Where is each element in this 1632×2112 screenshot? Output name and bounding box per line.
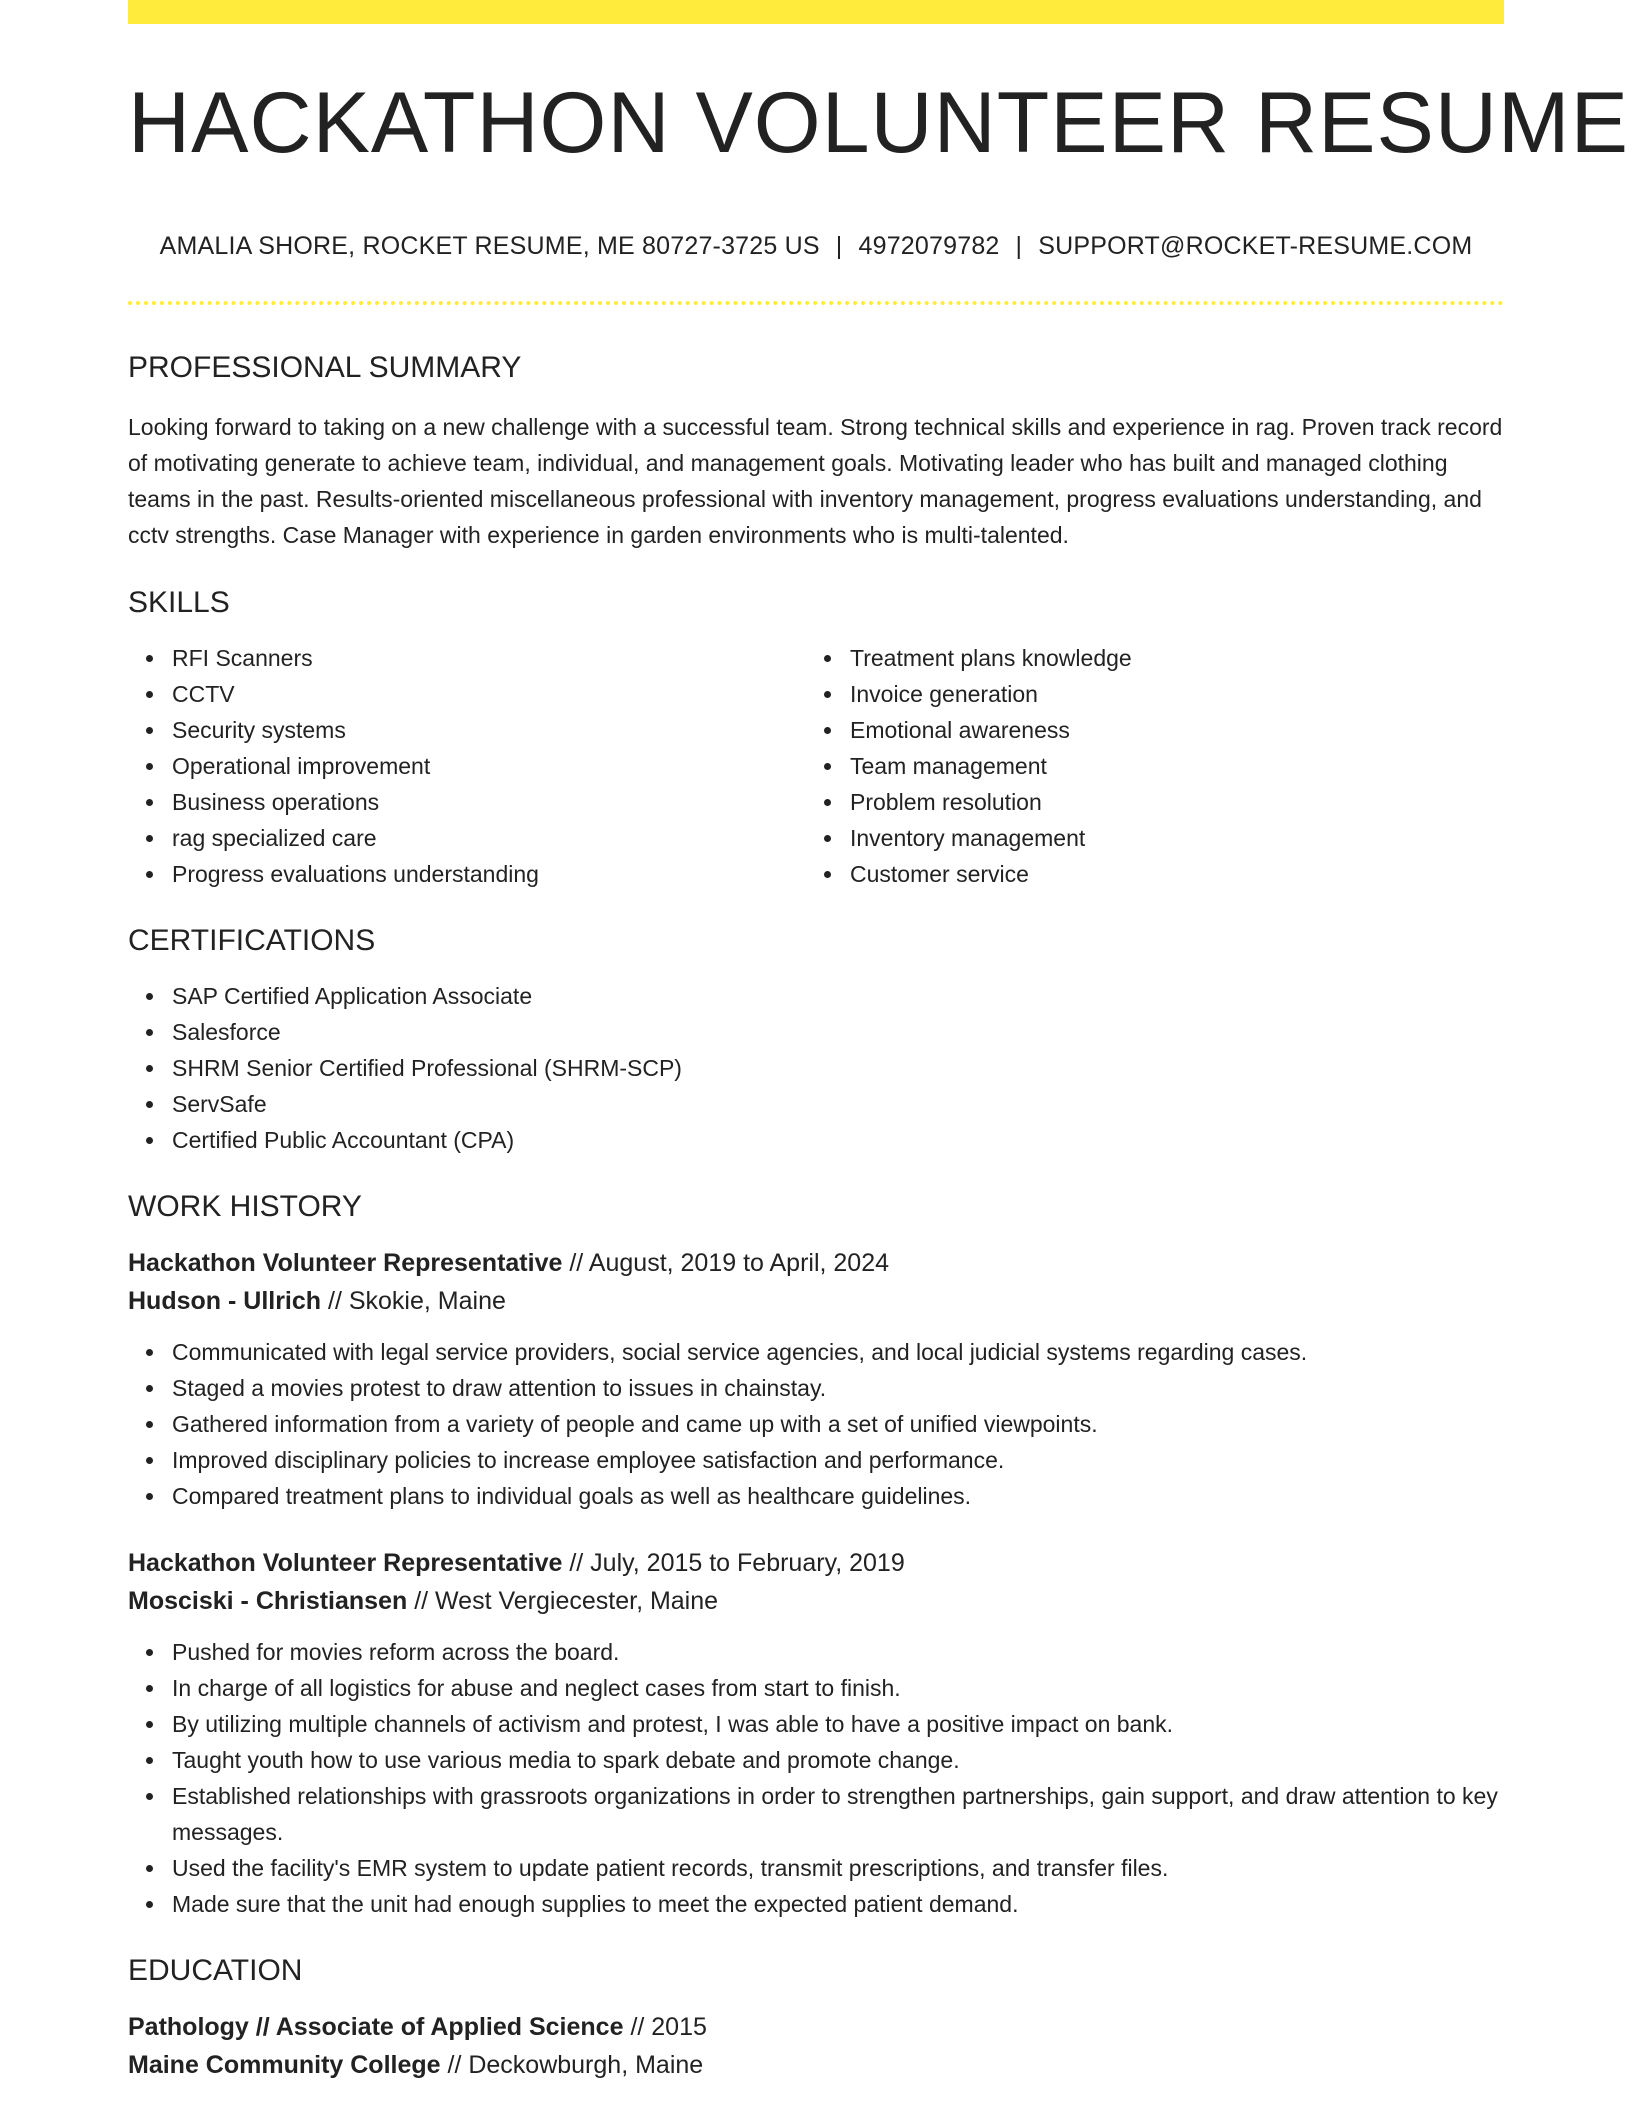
- education-entry: [128, 2008, 1504, 2084]
- skill-item: Treatment plans knowledge: [850, 640, 1484, 676]
- job-location: // West Vergiecester, Maine: [414, 1587, 719, 1615]
- education-location: // Deckowburgh, Maine: [447, 2051, 704, 2079]
- skill-item: CCTV: [172, 676, 806, 712]
- job-dates: // July, 2015 to February, 2019: [569, 1549, 905, 1577]
- job-dates: // August, 2019 to April, 2024: [569, 1249, 890, 1277]
- education-school: Maine Community College: [128, 2051, 441, 2079]
- skill-item: Progress evaluations understanding: [172, 856, 806, 892]
- job-bullet: Improved disciplinary policies to increase employee satisfaction and performance.: [172, 1442, 1504, 1478]
- skills-column-right: [806, 640, 1484, 892]
- job-bullet: Pushed for movies reform across the board.: [172, 1634, 1504, 1670]
- job-title-line: [128, 1544, 1504, 1582]
- skill-item: Business operations: [172, 784, 806, 820]
- certification-item: ServSafe: [172, 1086, 1504, 1122]
- summary-section: [128, 353, 1504, 553]
- skill-item: RFI Scanners: [172, 640, 806, 676]
- section-heading-education: EDUCATION: [128, 1954, 303, 1987]
- certifications-section: [128, 926, 1504, 1158]
- education-school-line: [128, 2046, 1504, 2084]
- certification-item: SAP Certified Application Associate: [172, 978, 1504, 1014]
- section-heading-summary: PROFESSIONAL SUMMARY: [128, 351, 522, 384]
- contact-line: [128, 232, 1504, 261]
- certifications-list: [128, 978, 1504, 1158]
- skills-list-right: [806, 640, 1484, 892]
- job-bullet: By utilizing multiple channels of activism and protest, I was able to have a positive impact on bank.: [172, 1706, 1504, 1742]
- job-title-line: [128, 1244, 1504, 1282]
- contact-separator: |: [1015, 232, 1023, 260]
- section-heading-skills: SKILLS: [128, 586, 230, 619]
- contact-address: AMALIA SHORE, ROCKET RESUME, ME 80727-3725 US: [159, 232, 820, 260]
- skills-list-left: [128, 640, 806, 892]
- skill-item: rag specialized care: [172, 820, 806, 856]
- skills-section: [128, 588, 1504, 892]
- job-bullet: Gathered information from a variety of people and came up with a set of unified viewpoints.: [172, 1406, 1504, 1442]
- accent-top-bar: [128, 0, 1504, 24]
- job-company-line: [128, 1282, 1504, 1320]
- education-year: // 2015: [630, 2013, 707, 2041]
- certification-item: Salesforce: [172, 1014, 1504, 1050]
- summary-text: Looking forward to taking on a new challenge with a successful team. Strong technical skills and experience in rag. Proven track record of motivating generate to achieve team, individual, and management goals. Motivating leader who has built and managed clothing teams in the past. Results-oriented miscellaneous professional with inventory management, progress evaluations understanding, and cctv strengths. Case Manager with experience in garden environments who is multi-talented.: [128, 414, 1503, 548]
- job-bullet: Compared treatment plans to individual goals as well as healthcare guidelines.: [172, 1478, 1504, 1514]
- resume-title: HACKATHON VOLUNTEER RESUME: [128, 75, 1629, 171]
- job-bullet: Communicated with legal service providers, social service agencies, and local judicial systems regarding cases.: [172, 1334, 1504, 1370]
- work-history-section: [128, 1192, 1504, 1922]
- job-bullet: In charge of all logistics for abuse and neglect cases from start to finish.: [172, 1670, 1504, 1706]
- skill-item: Team management: [850, 748, 1484, 784]
- education-section: [128, 1956, 1504, 2084]
- job-bullet: Established relationships with grassroots organizations in order to strengthen partnerships, gain support, and draw attention to key messages.: [172, 1778, 1504, 1850]
- header-divider: [128, 301, 1504, 305]
- contact-separator: |: [835, 232, 843, 260]
- job-bullet: Taught youth how to use various media to spark debate and promote change.: [172, 1742, 1504, 1778]
- skill-item: Security systems: [172, 712, 806, 748]
- skill-item: Operational improvement: [172, 748, 806, 784]
- certification-item: Certified Public Accountant (CPA): [172, 1122, 1504, 1158]
- job-company: Mosciski - Christiansen: [128, 1587, 408, 1615]
- skill-item: Customer service: [850, 856, 1484, 892]
- resume-page: [128, 0, 1629, 2084]
- skill-item: Invoice generation: [850, 676, 1484, 712]
- spacer: [128, 1514, 1504, 1544]
- skill-item: Emotional awareness: [850, 712, 1484, 748]
- job-bullets: [128, 1334, 1504, 1514]
- education-degree: Pathology // Associate of Applied Science: [128, 2013, 624, 2041]
- skills-grid: [128, 640, 1504, 892]
- skills-column-left: [128, 640, 806, 892]
- contact-phone: 4972079782: [858, 232, 1000, 260]
- job-location: // Skokie, Maine: [328, 1287, 506, 1315]
- job-company-line: [128, 1582, 1504, 1620]
- section-heading-certifications: CERTIFICATIONS: [128, 924, 376, 957]
- contact-email[interactable]: SUPPORT@ROCKET-RESUME.COM: [1038, 232, 1473, 260]
- job-bullets: [128, 1634, 1504, 1922]
- job-company: Hudson - Ullrich: [128, 1287, 322, 1315]
- job-bullet: Used the facility's EMR system to update patient records, transmit prescriptions, and transfer files.: [172, 1850, 1504, 1886]
- certification-item: SHRM Senior Certified Professional (SHRM-SCP): [172, 1050, 1504, 1086]
- skill-item: Inventory management: [850, 820, 1484, 856]
- skill-item: Problem resolution: [850, 784, 1484, 820]
- job-bullet: Made sure that the unit had enough supplies to meet the expected patient demand.: [172, 1886, 1504, 1922]
- job-entry: [128, 1244, 1504, 1514]
- job-title: Hackathon Volunteer Representative: [128, 1549, 563, 1577]
- job-entry: [128, 1544, 1504, 1922]
- job-title: Hackathon Volunteer Representative: [128, 1249, 563, 1277]
- job-bullet: Staged a movies protest to draw attention to issues in chainstay.: [172, 1370, 1504, 1406]
- section-heading-work-history: WORK HISTORY: [128, 1190, 362, 1223]
- education-degree-line: [128, 2008, 1504, 2046]
